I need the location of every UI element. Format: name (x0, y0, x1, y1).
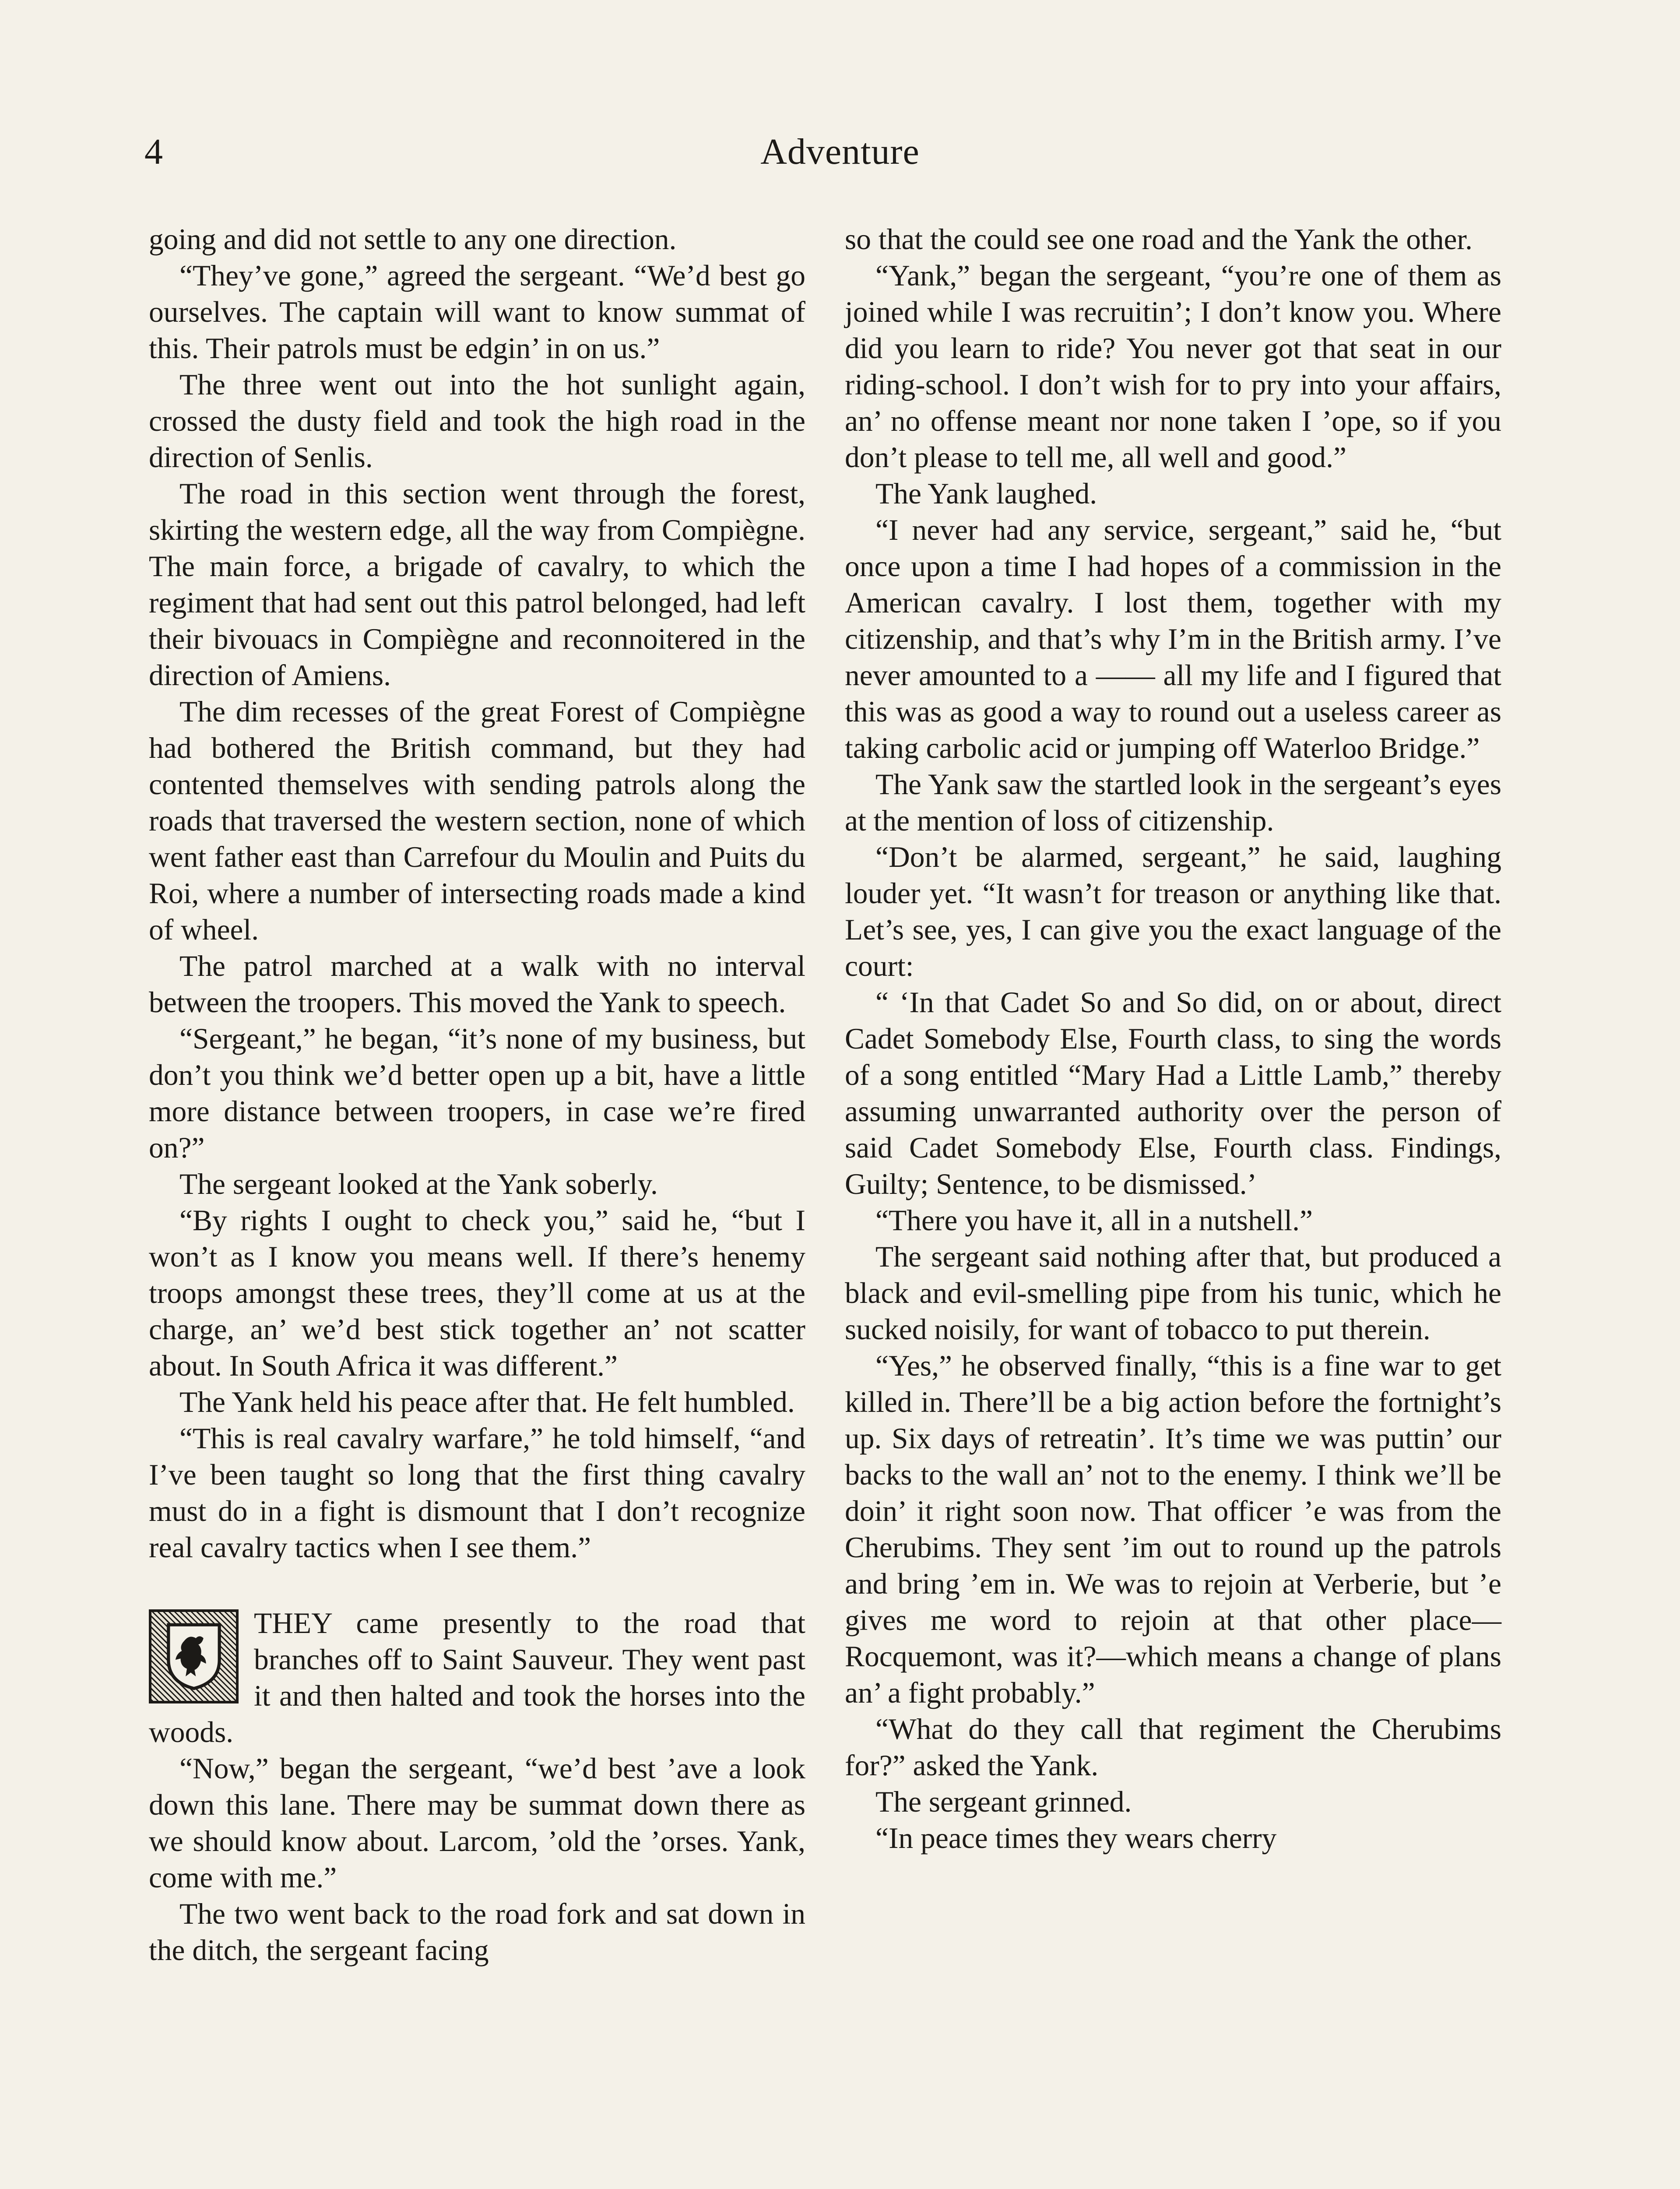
paragraph: The sergeant grinned. (875, 1785, 1132, 1818)
paragraph: “Don’t be alarmed, sergeant,” he said, laughing louder yet. “It wasn’t for treason or anything like that. Let’s see, yes, I can give you the exact language of the court: (845, 841, 1501, 982)
paragraph: “They’ve gone,” agreed the sergeant. “We’d best go ourselves. The captain will want to know summat of this. Their patrols must be edgin’ in on us.” (149, 259, 805, 365)
left-column (149, 221, 805, 1968)
page-number: 4 (144, 131, 163, 172)
paragraph: “This is real cavalry warfare,” he told himself, “and I’ve been taught so long that the first thing cavalry must do in a fight is dismount that I don’t recognize real cavalry tactics when I see them.” (149, 1422, 805, 1564)
paragraph: “Now,” began the sergeant, “we’d best ’ave a look down this lane. There may be summat down there as we should know about. Larcom, ’old the ’orses. Yank, come with me.” (149, 1752, 805, 1894)
paragraph: “There you have it, all in a nutshell.” (875, 1204, 1313, 1237)
heraldic-lion-icon (149, 1609, 239, 1703)
paragraph: The three went out into the hot sunlight again, crossed the dusty field and took the high road in the direction of Senlis. (149, 368, 805, 474)
paragraph: The Yank held his peace after that. He felt humbled. (179, 1386, 795, 1418)
paragraph: going and did not settle to any one direction. (149, 223, 677, 256)
paragraph: The patrol marched at a walk with no interval between the troopers. This moved the Yank to speech. (149, 950, 805, 1019)
paragraph: “I never had any service, sergeant,” said he, “but once upon a time I had hopes of a commission in the American cavalry. I lost them, together with my citizenship, and that’s why I’m in the British army. I’ve never amounted to a —— all my life and I figured that this was as good a way to round out a useless career as taking carbolic acid or jumping off Waterloo Bridge.” (845, 514, 1501, 764)
paragraph: The road in this section went through the forest, skirting the western edge, all the way from Compiègne. The main force, a brigade of cavalry, to which the regiment that had sent out this patrol belonged, had left their bivouacs in Compiègne and reconnoitered in the direction of Amiens. (149, 477, 805, 692)
paragraph: The two went back to the road fork and sat down in the ditch, the sergeant facing (149, 1897, 805, 1967)
paragraph: “ ‘In that Cadet So and So did, on or about, direct Cadet Somebody Else, Fourth class, to sing the words of a song entitled “Mary Had a Little Lamb,” thereby assuming unwarranted authority over the person of said Cadet Somebody Else, Fourth class. Findings, Guilty; Sentence, to be dismissed.’ (845, 986, 1501, 1200)
heraldic-lion-icon-graphic (161, 1622, 227, 1692)
paragraph: “Yank,” began the sergeant, “you’re one of them as joined while I was recruitin’; I don’t know you. Where did you learn to ride? You never got that seat in our riding-school. I don’t wish for to pry into your affairs, an’ no offense meant nor none taken I ’ope, so if you don’t please to tell me, all well and good.” (845, 259, 1501, 474)
paragraph: The Yank laughed. (875, 477, 1097, 510)
paragraph: “Yes,” he observed finally, “this is a fine war to get killed in. There’ll be a big action before the fortnight’s up. Six days of retreatin’. It’s time we was puttin’ our backs to the wall an’ not to the enemy. I think we’ll be doin’ it right soon now. That officer ’e was from the Cherubims. They sent ’im out to round up the patrols and bring ’em in. We was to rejoin at Verberie, but ’e gives me word to rejoin at that other place—Rocquemont, was it?—which means a change of plans an’ a fight probably.” (845, 1349, 1501, 1709)
paragraph: The Yank saw the startled look in the sergeant’s eyes at the mention of loss of citizenship. (845, 768, 1501, 837)
paragraph: The sergeant said nothing after that, but produced a black and evil-smelling pipe from his tunic, which he sucked noisily, for want of tobacco to put therein. (845, 1240, 1501, 1346)
right-column (845, 221, 1501, 1856)
paragraph: The sergeant looked at the Yank soberly. (179, 1168, 658, 1200)
section-lead-paragraph: THEY came presently to the road that branches off to Saint Sauveur. They went past it and then halted and took the horses into the woods. (149, 1607, 805, 1749)
section-break (149, 1605, 805, 1968)
paragraph: “By rights I ought to check you,” said he, “but I won’t as I know you means well. If there’s henemy troops amongst these trees, they’ll come at us at the charge, an’ we’d best stick together an’ not scatter about. In South Africa it was different.” (149, 1204, 805, 1382)
running-title: Adventure (760, 131, 920, 172)
paragraph: The dim recesses of the great Forest of Compiègne had bothered the British command, but they had contented themselves with sending patrols along the roads that traversed the western section, none of which went father east than Carrefour du Moulin and Puits du Roi, where a number of intersecting roads made a kind of wheel. (149, 695, 805, 946)
paragraph: “In peace times they wears cherry (875, 1822, 1277, 1855)
paragraph: so that the could see one road and the Yank the other. (845, 223, 1473, 256)
paragraph: “Sergeant,” he began, “it’s none of my business, but don’t you think we’d better open up a bit, have a little more distance between troopers, in case we’re fired on?” (149, 1022, 805, 1164)
paragraph: “What do they call that regiment the Cherubims for?” asked the Yank. (845, 1713, 1501, 1782)
